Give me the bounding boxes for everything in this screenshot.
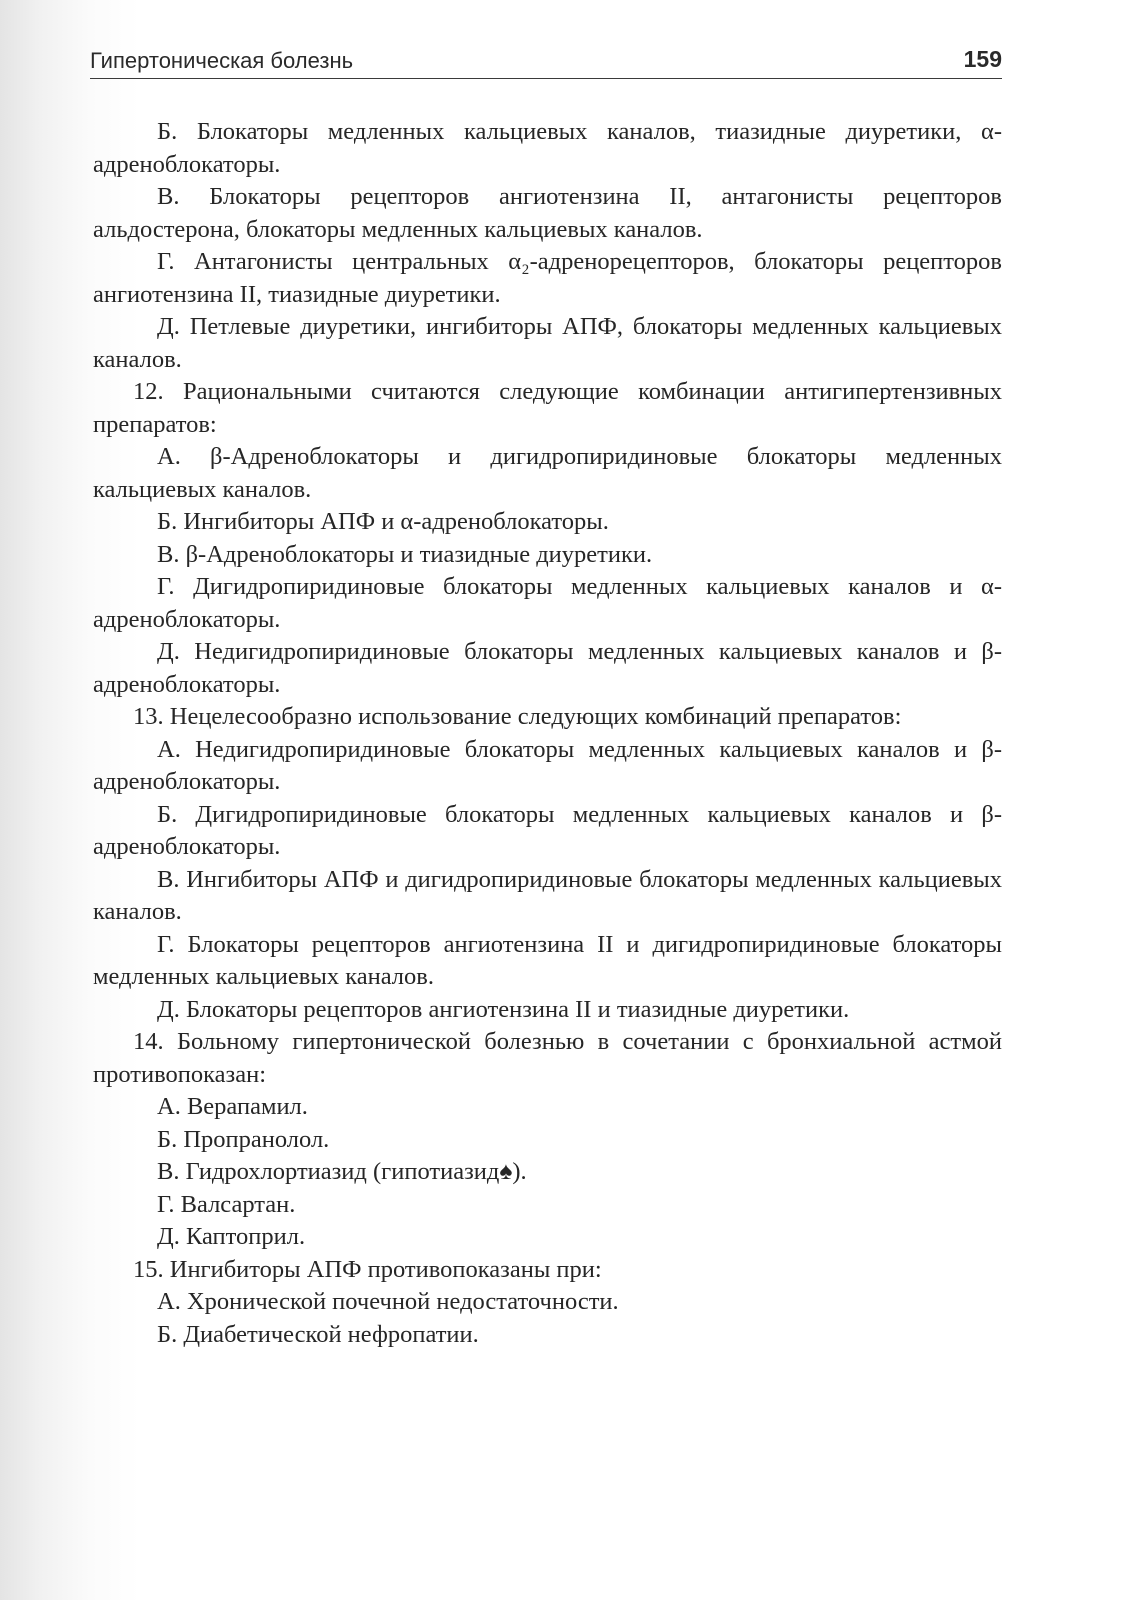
answer-option: Г. Блокаторы рецепторов ангиотензина II и дигидропиридиновые блокаторы медленных кальциевых каналов. [93, 930, 1002, 990]
answer-option: А. Недигидропиридиновые блокаторы медленных кальциевых каналов и β-адреноблокаторы. [93, 735, 1002, 795]
question-12: 12. Рациональными считаются следующие комбинации антигипертензивных препаратов: [93, 378, 1002, 438]
answer-option: Г. Валсартан. [157, 1190, 296, 1218]
answer-option: Д. Петлевые диуретики, ингибиторы АПФ, блокаторы медленных кальциевых каналов. [93, 313, 1002, 373]
answer-option: Г. Дигидропиридиновые блокаторы медленных кальциевых каналов и α-адреноблокаторы. [93, 573, 1002, 633]
page-number: 159 [963, 46, 1002, 72]
answer-option: В. Ингибиторы АПФ и дигидропиридиновые блокаторы медленных кальциевых каналов. [93, 865, 1002, 925]
answer-option: Б. Блокаторы медленных кальциевых каналов, тиазидные диуретики, α-адреноблокаторы. [93, 118, 1002, 178]
page-body [93, 116, 1002, 1351]
answer-option: Б. Дигидропиридиновые блокаторы медленных кальциевых каналов и β-адреноблокаторы. [93, 800, 1002, 860]
answer-option: Г. Антагонисты центральных α₂-адренорецепторов, блокаторы рецепторов ангиотензина II, тиазидные диуретики. [93, 248, 1002, 308]
answer-option: А. Хронической почечной недостаточности. [157, 1288, 619, 1315]
answer-option: Б. Пропранолол. [157, 1125, 330, 1153]
answer-option: А. Верапамил. [157, 1093, 308, 1120]
answer-option: В. β-Адреноблокаторы и тиазидные диуретики. [157, 540, 653, 568]
answer-option: Б. Диабетической нефропатии. [157, 1320, 479, 1348]
answer-option: А. β-Адреноблокаторы и дигидропиридиновые блокаторы медленных кальциевых каналов. [93, 443, 1002, 503]
answer-option: В. Гидрохлортиазид (гипотиазид♠). [157, 1158, 527, 1185]
question-15: 15. Ингибиторы АПФ противопоказаны при: [133, 1255, 602, 1283]
answer-option: Б. Ингибиторы АПФ и α-адреноблокаторы. [157, 508, 609, 535]
question-14: 14. Больному гипертонической болезнью в сочетании с бронхиальной астмой противопоказан: [93, 1028, 1002, 1088]
running-title: Гипертоническая болезнь [90, 48, 354, 73]
answer-option: Д. Каптоприл. [157, 1223, 306, 1250]
answer-option: Д. Блокаторы рецепторов ангиотензина II и тиазидные диуретики. [157, 995, 850, 1023]
question-13: 13. Нецелесообразно использование следующих комбинаций препаратов: [133, 703, 902, 730]
answer-option: Д. Недигидропиридиновые блокаторы медленных кальциевых каналов и β-адреноблокаторы. [93, 638, 1002, 698]
answer-option: В. Блокаторы рецепторов ангиотензина II, антагонисты рецепторов альдостерона, блокаторы медленных кальциевых каналов. [93, 183, 1002, 243]
page-header [90, 44, 1002, 79]
